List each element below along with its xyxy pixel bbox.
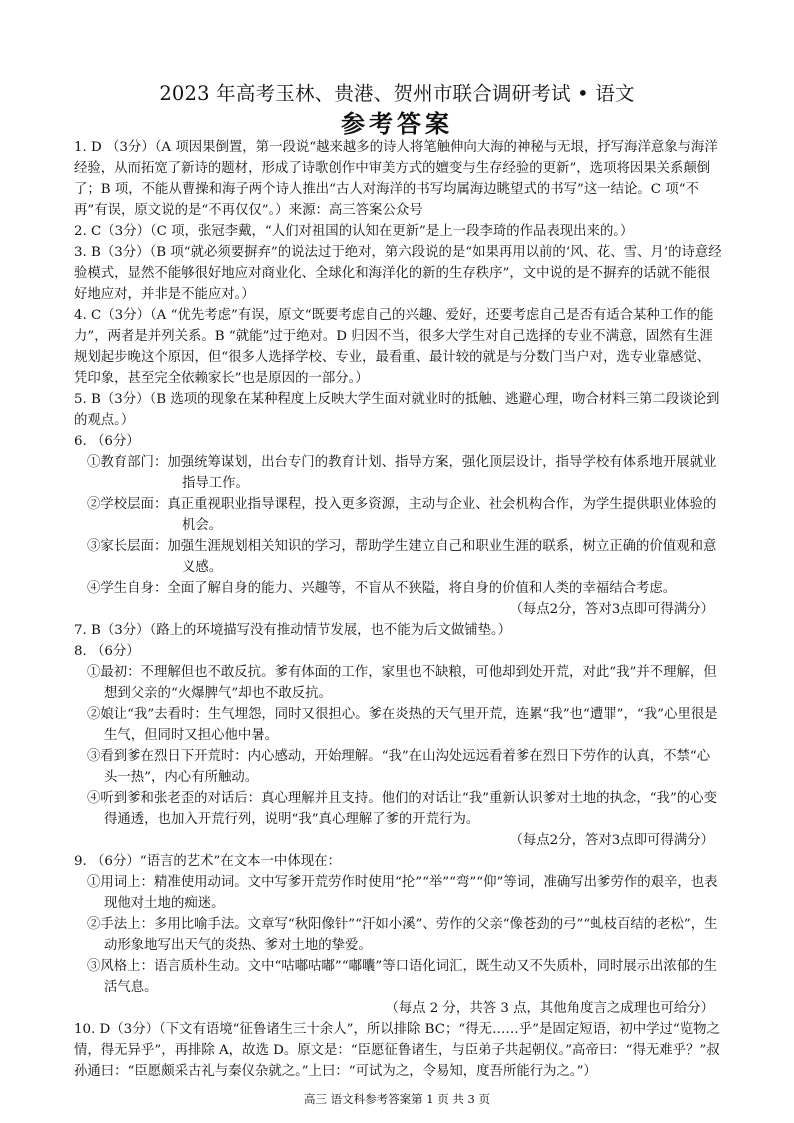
answer-9-scoring-note: （每点 2 分，共答 3 点，其他角度言之成理也可给分）	[385, 1001, 714, 1016]
answer-8-heading: 8. （6分）	[74, 644, 140, 659]
answer-6-point: ①教育部门：加强统筹谋划，出台专门的教育计划、指导方案，强化顶层设计，指导学校有体系地开展就业指导工作。	[87, 455, 717, 491]
page-title: 2023 年高考玉林、贵港、贺州市联合调研考试 • 语文	[159, 82, 635, 105]
answer-8-point: ③看到爹在烈日下开荒时：内心感动，开始理解。“我”在山沟处远远看着爹在烈日下劳作的认真，不禁“心头一热”，内心有所触动。	[87, 749, 711, 785]
answer-8-scoring-note: （每点2分，答对3点即可得满分）	[509, 833, 714, 848]
answer-9-point: ③风格上：语言质朴生动。文中“咕嘟咕嘟”“嘟囔”等口语化词汇，既生动又不失质朴，同时展示出浓郁的生活气息。	[87, 959, 717, 995]
answer-2: 2. C（3分）（C 项，张冠李戴，“人们对祖国的认知在更新”是上一段李琦的作品表现出来的。）	[74, 224, 634, 239]
answer-list	[74, 137, 722, 1082]
answer-8-point: ④听到爹和张老歪的对话后：真心理解并且支持。他们的对话让“我”重新认识爹对土地的执念，“我”的心变得通透，也加入开荒行列，说明“我”真心理解了爹的开荒行为。	[87, 791, 717, 827]
answer-5: 5. B（3分）（B 选项的现象在某种程度上反映大学生面对就业时的抵触、逃避心理，吻合材料三第二段谈论到的观点。）	[74, 392, 720, 428]
page-subtitle: 参考答案	[341, 109, 453, 138]
answer-6-point: ③家长层面：加强生涯规划相关知识的学习，帮助学生建立自己和职业生涯的联系，树立正确的价值观和意义感。	[87, 539, 717, 575]
answer-8-point: ①最初：不理解但也不敢反抗。爹有体面的工作，家里也不缺粮，可他却到处开荒，对此“我”并不理解，但想到父亲的“火爆脾气”却也不敢反抗。	[87, 665, 717, 701]
answer-8-point: ②娘让“我”去看时：生气埋怨，同时又很担心。爹在炎热的天气里开荒，连累“我”也“遭罪”，“我”心里很是生气，但同时又担心他中暑。	[87, 707, 718, 743]
answer-9-heading: 9. （6分）“语言的艺术”在文本一中体现在：	[74, 854, 341, 869]
answer-1: 1. D （3分）（A 项因果倒置，第一段说“越来越多的诗人将笔触伸向大海的神秘与无垠，抒写海洋意象与海洋经验，从而拓宽了新诗的题材，形成了诗歌创作中审美方式的嬗变与生存经验的更新”，选项将因果关系颠倒了；B 项，不能从曹操和海子两个诗人推出“古人对海洋的书写均属海边眺望式的书写”这一结论。C 项“不再”有误，原文说的是“不再仅仅”。）来源：高三答案公众号	[74, 140, 718, 218]
answer-6-point: ④学生自身：全面了解自身的能力、兴趣等，不盲从不狭隘，将自身的价值和人类的幸福结合考虑。	[87, 581, 677, 596]
answer-4: 4. C（3分）（A “优先考虑”有误，原文“既要考虑自己的兴趣、爱好，还要考虑自己是否有适合某种工作的能力”，两者是并列关系。B “就能”过于绝对。D 归因不当，很多大学生对自己选择的专业不满意，固然有生涯规划起步晚这个原因，但“很多人选择学校、专业，最看重、最计较的就是与分数门当户对，选专业靠感觉、凭印象，甚至完全依赖家长”也是原因的一部分。）	[74, 308, 714, 386]
answer-7: 7. B（3分）（路上的环境描写没有推动情节发展，也不能为后文做铺垫。）	[74, 623, 512, 638]
answer-9-point: ②手法上：多用比喻手法。文章写“秋阳像针”“汗如小溪”、劳作的父亲“像苍劲的弓”“虬枝百结的老松”，生动形象地写出天气的炎热、爹对土地的挚爱。	[87, 917, 718, 953]
answer-9-point: ①用词上：精准使用动词。文中写爹开荒劳作时使用“抡”“举”“弯”“仰”等词，准确写出爹劳作的艰辛，也表现他对土地的痴迷。	[87, 875, 718, 911]
answer-3: 3. B（3分）（B 项“就必须要摒弃”的说法过于绝对，第六段说的是“如果再用以前的‘风、花、雪、月’的诗意经验模式，显然不能够很好地应对商业化、全球化和海洋化的新的生存秩序”，文中说的是不摒弃的话就不能很好地应对，并非是不能应对。）	[74, 245, 722, 302]
answer-6-heading: 6. （6分）	[74, 434, 140, 449]
answer-10: 10. D（3分）（下文有语境“征鲁诸生三十余人”，所以排除 BC；“得无……乎”是固定短语，初中学过“览物之情，得无异乎”，再排除 A，故选 D。原文是：“臣愿征鲁诸生，与臣弟子共起朝仪。”高帝曰：“得无难乎？”叔孙通曰：“臣愿颇采古礼与秦仪杂就之。”上曰：“可试为之，令易知，度吾所能行为之。”）	[74, 1022, 720, 1079]
answer-6-scoring-note: （每点2分，答对3点即可得满分）	[509, 602, 714, 617]
page-footer: 高三 语文科参考答案第 1 页 共 3 页	[303, 1092, 491, 1106]
answer-6-point: ②学校层面：真正重视职业指导课程，投入更多资源，主动与企业、社会机构合作，为学生提供职业体验的机会。	[87, 497, 717, 533]
